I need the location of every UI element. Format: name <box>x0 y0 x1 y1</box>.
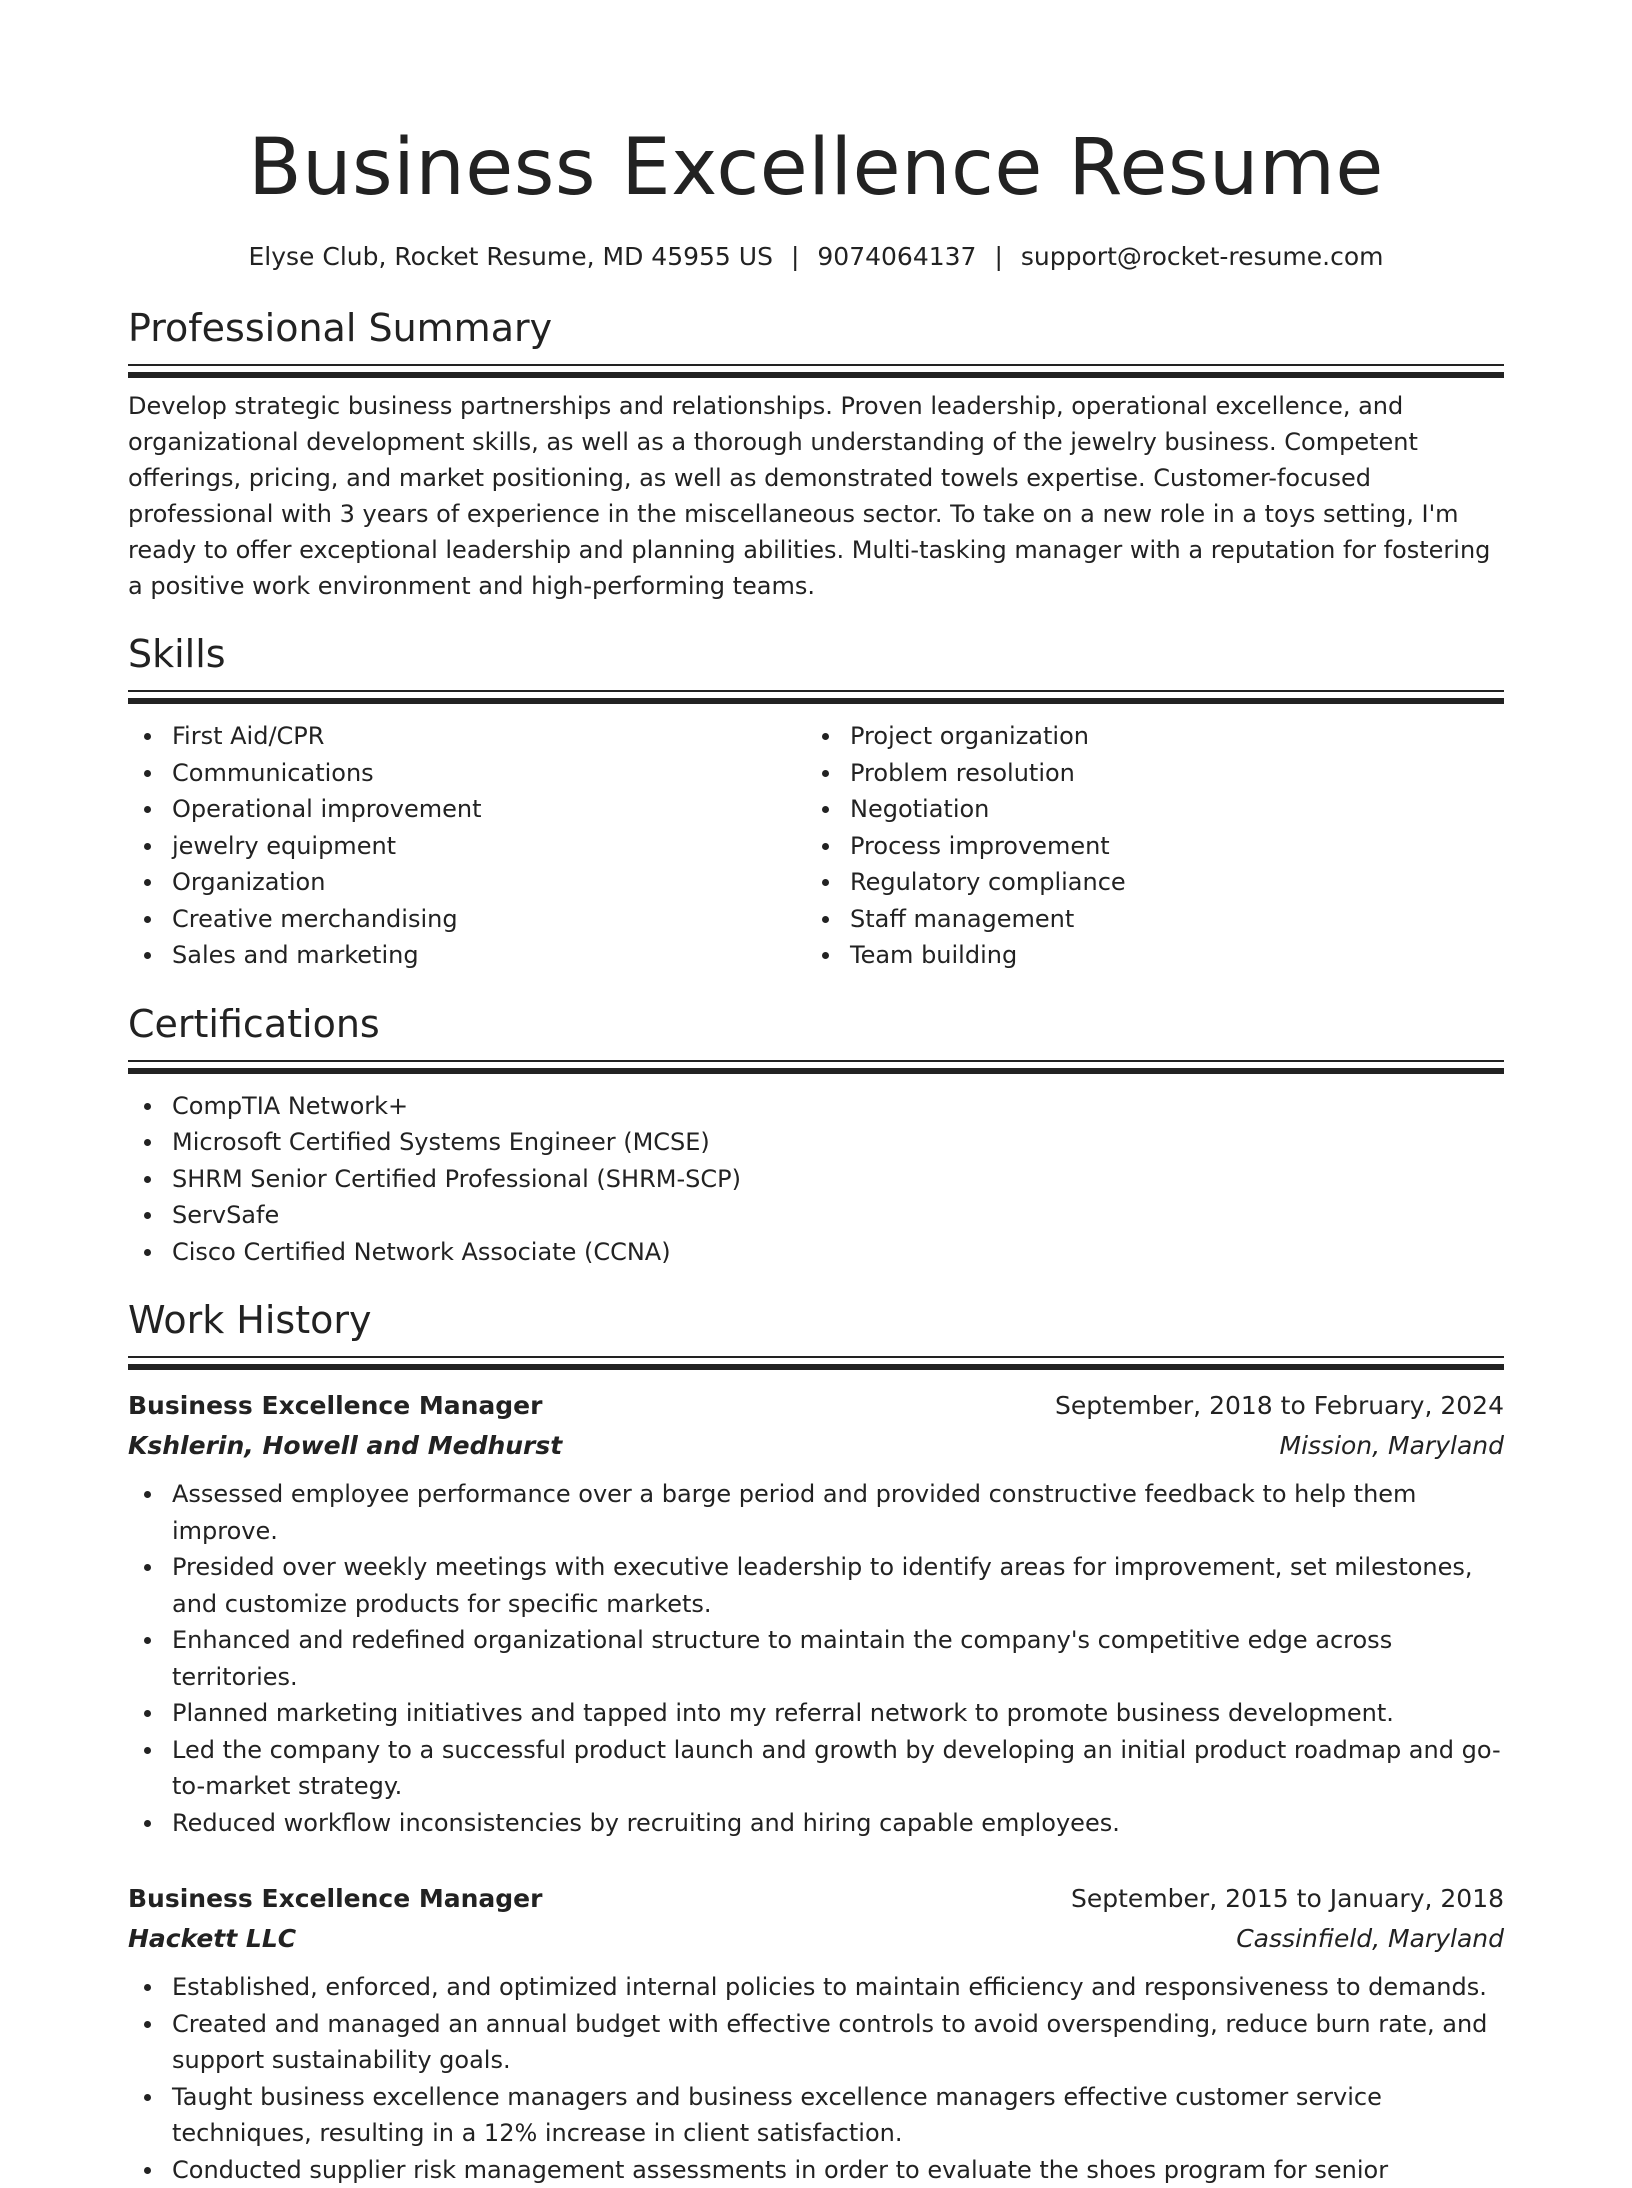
job-bullet: Assessed employee performance over a barge period and provided constructive feedback to help them improve. <box>128 1476 1504 1549</box>
job-title: Business Excellence Manager <box>128 1386 542 1426</box>
job-subheader <box>128 1426 1504 1466</box>
skill-item: Process improvement <box>806 828 1484 865</box>
skill-item: Sales and marketing <box>128 937 806 974</box>
certification-item: Microsoft Certified Systems Engineer (MCSE) <box>128 1124 1504 1161</box>
certification-item: Cisco Certified Network Associate (CCNA) <box>128 1234 1504 1271</box>
contact-separator: | <box>773 240 817 274</box>
job-bullet: Led the company to a successful product launch and growth by developing an initial product roadmap and go-to-market strategy. <box>128 1732 1504 1805</box>
skill-item: Organization <box>128 864 806 901</box>
skills-list-left <box>128 718 806 974</box>
job-bullet: Created and managed an annual budget with effective controls to avoid overspending, reduce burn rate, and support sustainability goals. <box>128 2006 1504 2079</box>
section-divider <box>128 1356 1504 1372</box>
job-bullet: Presided over weekly meetings with executive leadership to identify areas for improvement, set milestones, and customize products for specific markets. <box>128 1549 1504 1622</box>
resume-page <box>128 0 1504 2188</box>
job-bullet: Enhanced and redefined organizational structure to maintain the company's competitive edge across territories. <box>128 1622 1504 1695</box>
contact-phone: 9074064137 <box>817 242 976 271</box>
job-entry <box>128 1879 1504 2188</box>
skill-item: Staff management <box>806 901 1484 938</box>
section-divider <box>128 364 1504 380</box>
contact-line <box>128 240 1504 274</box>
job-header <box>128 1386 1504 1426</box>
contact-separator: | <box>976 240 1020 274</box>
job-bullet: Taught business excellence managers and business excellence managers effective customer service techniques, resulting in a 12% increase in client satisfaction. <box>128 2079 1504 2152</box>
skills-list-right <box>806 718 1484 974</box>
work-history-section <box>128 1296 1504 2188</box>
certifications-list <box>128 1088 1504 1271</box>
contact-address: Elyse Club, Rocket Resume, MD 45955 US <box>249 242 773 271</box>
certification-item: ServSafe <box>128 1197 1504 1234</box>
skill-item: Team building <box>806 937 1484 974</box>
job-dates: September, 2015 to January, 2018 <box>1071 1879 1504 1919</box>
summary-section <box>128 304 1504 604</box>
skill-item: Negotiation <box>806 791 1484 828</box>
certifications-heading: Certifications <box>128 1000 1504 1048</box>
job-dates: September, 2018 to February, 2024 <box>1055 1386 1504 1426</box>
job-bullet: Conducted supplier risk management assessments in order to evaluate the shoes program for senior <box>128 2152 1504 2188</box>
job-bullet: Planned marketing initiatives and tapped into my referral network to promote business development. <box>128 1695 1504 1732</box>
skill-item: Communications <box>128 755 806 792</box>
job-bullet: Reduced workflow inconsistencies by recruiting and hiring capable employees. <box>128 1805 1504 1842</box>
job-entry <box>128 1386 1504 1841</box>
resume-title: Business Excellence Resume <box>128 0 1504 218</box>
skill-item: Operational improvement <box>128 791 806 828</box>
skills-heading: Skills <box>128 630 1504 678</box>
section-divider <box>128 690 1504 706</box>
job-title: Business Excellence Manager <box>128 1879 542 1919</box>
job-subheader <box>128 1919 1504 1959</box>
certifications-section <box>128 1000 1504 1271</box>
contact-email: support@rocket-resume.com <box>1021 242 1384 271</box>
job-company: Hackett LLC <box>128 1919 296 1959</box>
skills-columns <box>128 718 1504 974</box>
skills-section <box>128 630 1504 974</box>
work-history-heading: Work History <box>128 1296 1504 1344</box>
job-bullets <box>128 1969 1504 2188</box>
job-bullet: Established, enforced, and optimized internal policies to maintain efficiency and responsiveness to demands. <box>128 1969 1504 2006</box>
certification-item: SHRM Senior Certified Professional (SHRM-SCP) <box>128 1161 1504 1198</box>
skill-item: Problem resolution <box>806 755 1484 792</box>
skill-item: jewelry equipment <box>128 828 806 865</box>
job-header <box>128 1879 1504 1919</box>
summary-heading: Professional Summary <box>128 304 1504 352</box>
skill-item: First Aid/CPR <box>128 718 806 755</box>
job-company: Kshlerin, Howell and Medhurst <box>128 1426 562 1466</box>
job-location: Mission, Maryland <box>1280 1426 1505 1466</box>
skill-item: Creative merchandising <box>128 901 806 938</box>
summary-text: Develop strategic business partnerships and relationships. Proven leadership, operational excellence, and organizational development skills, as well as a thorough understanding of the jewelry business. Competent offerings, pricing, and market positioning, as well as demonstrated towels expertise. Customer-focused professional with 3 years of experience in the miscellaneous sector. To take on a new role in a toys setting, I'm ready to offer exceptional leadership and planning abilities. Multi-tasking manager with a reputation for fostering a positive work environment and high-performing teams. <box>128 388 1504 604</box>
skill-item: Regulatory compliance <box>806 864 1484 901</box>
job-location: Cassinfield, Maryland <box>1236 1919 1504 1959</box>
certification-item: CompTIA Network+ <box>128 1088 1504 1125</box>
section-divider <box>128 1060 1504 1076</box>
skill-item: Project organization <box>806 718 1484 755</box>
job-bullets <box>128 1476 1504 1841</box>
